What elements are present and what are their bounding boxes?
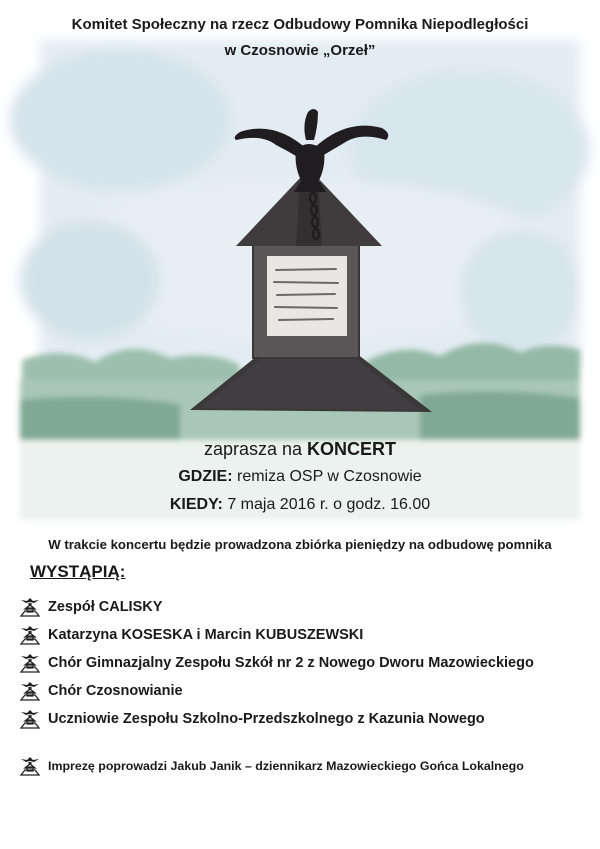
monument-bullet-icon bbox=[18, 653, 42, 673]
invitation-prefix: zaprasza na bbox=[203, 439, 308, 459]
when-value: 7 maja 2016 r. o godz. 16.00 bbox=[222, 496, 431, 513]
organizer-location: w Czosnowie „Orzeł” bbox=[224, 42, 376, 59]
invitation bbox=[0, 436, 600, 519]
monument-bullet-icon bbox=[18, 709, 42, 729]
performer-name: Chór Czosnowianie bbox=[48, 683, 183, 699]
performer-name: Katarzyna KOSESKA i Marcin KUBUSZEWSKI bbox=[48, 627, 364, 643]
where-value: remiza OSP w Czosnowie bbox=[232, 468, 422, 485]
list-item bbox=[18, 649, 588, 677]
host-text: Imprezę poprowadzi Jakub Janik – dziennikarz Mazowieckiego Gońca Lokalnego bbox=[48, 759, 524, 773]
organizer-name: Komitet Społeczny na rzecz Odbudowy Pomnika Niepodległości bbox=[71, 16, 529, 33]
monument-bullet-icon bbox=[18, 681, 42, 701]
invitation-highlight: KONCERT bbox=[307, 439, 397, 459]
performers-list bbox=[18, 593, 588, 733]
when-label: KIEDY: bbox=[169, 496, 223, 513]
list-item bbox=[18, 593, 588, 621]
host-line bbox=[18, 756, 598, 776]
monument-bullet-icon bbox=[18, 625, 42, 645]
monument-bullet-icon bbox=[18, 756, 42, 776]
performers-title: WYSTĄPIĄ: bbox=[30, 562, 126, 581]
performer-name: Uczniowie Zespołu Szkolno-Przedszkolnego z Kazunia Nowego bbox=[48, 711, 485, 727]
date-line bbox=[0, 491, 600, 519]
list-item bbox=[18, 677, 588, 705]
list-item bbox=[18, 705, 588, 733]
performer-name: Zespół CALISKY bbox=[48, 599, 163, 615]
organizer-header bbox=[0, 12, 600, 64]
invitation-line bbox=[0, 436, 600, 462]
where-label: GDZIE: bbox=[178, 468, 233, 485]
location-line bbox=[0, 463, 600, 491]
monument-bullet-icon bbox=[18, 597, 42, 617]
list-item bbox=[18, 621, 588, 649]
fundraising-notice: W trakcie koncertu będzie prowadzona zbiórka pieniędzy na odbudowę pomnika bbox=[48, 537, 552, 552]
monument-plaque bbox=[267, 256, 347, 336]
performer-name: Chór Gimnazjalny Zespołu Szkół nr 2 z Nowego Dworu Mazowieckiego bbox=[48, 655, 534, 671]
